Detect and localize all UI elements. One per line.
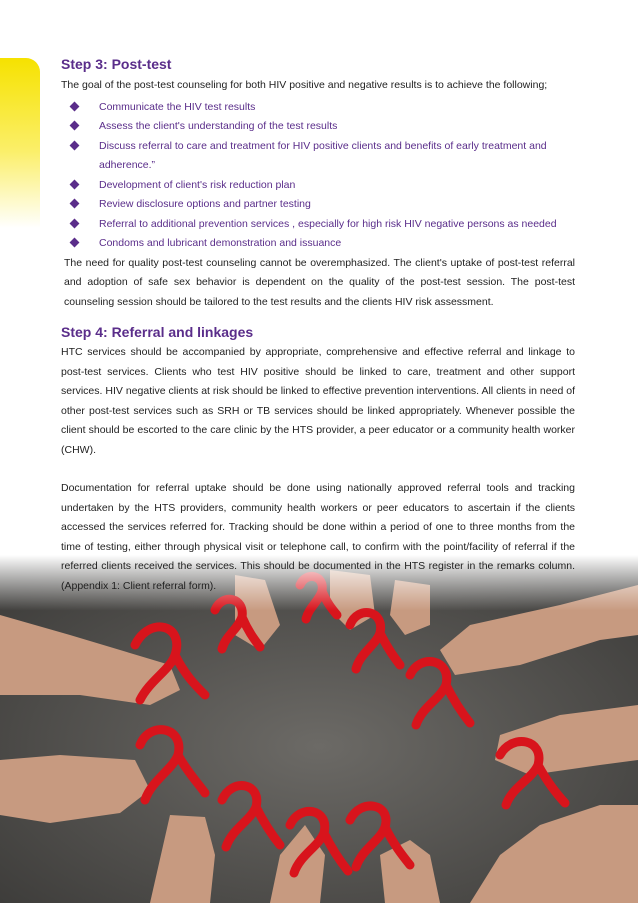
diamond-bullet-icon <box>70 199 80 209</box>
main-content <box>61 56 575 596</box>
step4-paragraph-1: HTC services should be accompanied by appropriate, comprehensive and effective referral and linkage to post-test services. Clients who test HIV positive should be linked to care, treatment and other support services. HIV negative clients at risk should be linked to effective prevention interventions. All clients in need of other post-test services such as SRH or TB services should be linked appropriately. Whenever possible the client should be escorted to the care clinic by the HTS provider, a peer educator or a community health worker (CHW). <box>61 346 575 456</box>
diamond-bullet-icon <box>70 238 80 248</box>
list-item: Discuss referral to care and treatment for HIV positive clients and benefits of early treatment and adherence.” <box>69 137 575 176</box>
step3-bullet-list <box>61 98 575 254</box>
yellow-side-tab <box>0 58 40 228</box>
diamond-bullet-icon <box>70 218 80 228</box>
list-item: Assess the client's understanding of the test results <box>69 117 575 137</box>
step3-heading: Step 3: Post-test <box>61 56 172 72</box>
list-item: Communicate the HIV test results <box>69 98 575 118</box>
diamond-bullet-icon <box>70 179 80 189</box>
step3-closing: The need for quality post-test counseling cannot be overemphasized. The client's uptake of post-test referral and adoption of safe sex behavior is dependent on the quality of the post-test session. The post-test counseling session should be tailored to the test results and the clients HIV risk assessment. <box>64 256 575 308</box>
step3-intro: The goal of the post-test counseling for both HIV positive and negative results is to achieve the following; <box>61 79 548 91</box>
list-item: Development of client's risk reduction plan <box>69 176 575 196</box>
diamond-bullet-icon <box>70 140 80 150</box>
list-item: Referral to additional prevention services , especially for high risk HIV negative persons as needed <box>69 215 575 235</box>
list-item: Review disclosure options and partner testing <box>69 195 575 215</box>
diamond-bullet-icon <box>70 121 80 131</box>
red-ribbons-hands-photo <box>0 555 638 903</box>
step4-heading: Step 4: Referral and linkages <box>61 324 254 340</box>
step4-paragraph-2: Documentation for referral uptake should be done using nationally approved referral tools and tracking undertaken by the HTS providers, community health workers or peer educators to ascertain if the clients accessed the services referred for. Tracking should be done within a period of one to three months from the time of testing, either through physical visit or telephone call, to confirm with the point/facility of referral if the referred clients received the services. This should be documented in the HTS register in the remarks column. (Appendix 1: Client referral form). <box>61 482 575 592</box>
diamond-bullet-icon <box>70 101 80 111</box>
photo-illustration <box>0 555 638 903</box>
list-item: Condoms and lubricant demonstration and issuance <box>69 234 575 254</box>
